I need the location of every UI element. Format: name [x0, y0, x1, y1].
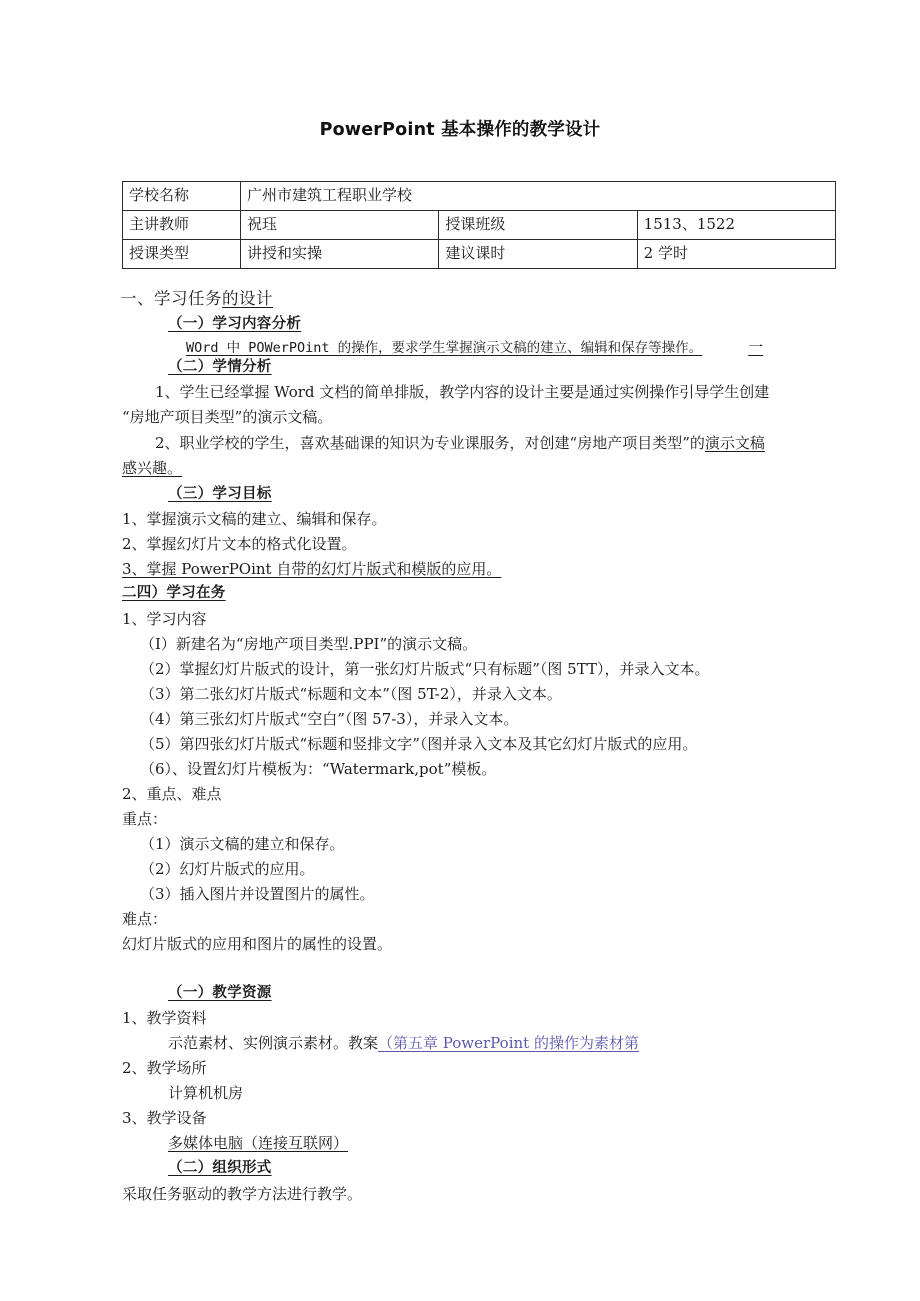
- subsection-heading-resources: （一）教学资源: [168, 985, 272, 1001]
- key-point-item-1: （1）演示文稿的建立和保存。: [140, 835, 345, 853]
- subsection-heading-objectives: （三）学习目标: [168, 486, 272, 502]
- subsection-heading-organization: （二）组织形式: [168, 1160, 272, 1176]
- cell-type-label: 授课类型: [123, 240, 241, 269]
- section-heading-1-plain: 一、学习任务: [120, 289, 222, 308]
- cell-hours-value: 2 学时: [637, 240, 835, 269]
- section-heading-1: [120, 291, 273, 308]
- table-row: [123, 240, 836, 269]
- key-point-item-3: （3）插入图片并设置图片的属性。: [140, 885, 375, 903]
- cell-teacher-label: 主讲教师: [123, 211, 241, 240]
- cell-class-label: 授课班级: [439, 211, 637, 240]
- key-points-label: 重点：: [122, 810, 168, 828]
- situation-item-1-line-2: “房地产项目类型”的演示文稿。: [122, 408, 333, 426]
- course-info-table: [122, 181, 836, 269]
- situation-item-2-underlined: 演示文稿: [704, 434, 765, 452]
- subsection-heading-tasks: 二四）学习在务: [122, 585, 226, 601]
- situation-item-2-line-2: 感兴趣。: [122, 459, 183, 477]
- difficult-points-label: 难点：: [122, 910, 168, 928]
- cell-teacher-value: 祝珏: [241, 211, 439, 240]
- table-row: [123, 211, 836, 240]
- task-item-2: （2）掌握幻灯片版式的设计，第一张幻灯片版式“只有标题”（图 5TT），并录入文本。: [140, 660, 710, 678]
- content-analysis-text: WOrd 中 POWerPOint 的操作，要求学生掌握演示文稿的建立、编辑和保存等操作。: [186, 340, 703, 356]
- difficult-points-body: 幻灯片版式的应用和图片的属性的设置。: [122, 935, 393, 953]
- situation-item-2-plain: 2、职业学校的学生，喜欢基础课的知识为专业课服务，对创建“房地产项目类型”的: [155, 434, 705, 452]
- table-row: [123, 182, 836, 211]
- situation-item-1-line-1: 1、学生已经掌握 Word 文档的简单排版，教学内容的设计主要是通过实例操作引导学生创建: [155, 383, 770, 401]
- cell-school-value: 广州市建筑工程职业学校: [241, 182, 836, 211]
- tasks-sub-heading-content: 1、学习内容: [122, 610, 207, 628]
- resource-item-3: 3、教学设备: [122, 1109, 207, 1127]
- situation-item-2-line-1: [155, 436, 765, 451]
- page-title: PowerPoint 基本操作的教学设计: [319, 120, 601, 140]
- objective-item-1: 1、掌握演示文稿的建立、编辑和保存。: [122, 510, 387, 528]
- resource-item-3-body: 多媒体电脑（连接互联网）: [168, 1134, 349, 1152]
- subsection-heading-content-analysis: （一）学习内容分析: [168, 316, 302, 332]
- objective-item-2: 2、掌握幻灯片文本的格式化设置。: [122, 535, 357, 553]
- task-item-5: （5）第四张幻灯片版式“标题和竖排文字”（图并录入文本及其它幻灯片版式的应用。: [140, 735, 698, 753]
- resource-item-1: 1、教学资料: [122, 1009, 207, 1027]
- resource-item-2-body: 计算机机房: [168, 1084, 244, 1102]
- cell-school-label: 学校名称: [123, 182, 241, 211]
- content-analysis-body: [186, 340, 763, 356]
- tasks-sub-heading-key-difficult: 2、重点、难点: [122, 785, 222, 803]
- resource-item-1-plain: 示范素材、实例演示素材。教案: [168, 1034, 379, 1052]
- task-item-6: （6）、设置幻灯片模板为：“Watermark,pot”模板。: [140, 760, 497, 778]
- task-item-4: （4）第三张幻灯片版式“空白”（图 57-3），并录入文本。: [140, 710, 519, 728]
- content-analysis-tail: 一: [748, 338, 764, 356]
- organization-body: 采取任务驱动的教学方法进行教学。: [122, 1185, 363, 1203]
- objective-item-3: 3、掌握 PowerPOint 自带的幻灯片版式和模版的应用。: [122, 560, 502, 578]
- task-item-1: （I）新建名为“房地产项目类型.PPI”的演示文稿。: [140, 635, 478, 653]
- cell-hours-label: 建议课时: [439, 240, 637, 269]
- resource-item-1-hyperlink[interactable]: （第五章 PowerPoint 的操作为素材第: [378, 1034, 639, 1052]
- subsection-heading-situation-analysis: （二）学情分析: [168, 359, 272, 375]
- resource-item-1-body: [168, 1036, 639, 1051]
- section-heading-1-underlined: 的设计: [222, 289, 273, 308]
- cell-type-value: 讲授和实操: [241, 240, 439, 269]
- task-item-3: （3）第二张幻灯片版式“标题和文本”（图 5T-2），并录入文本。: [140, 685, 562, 703]
- cell-class-value: 1513、1522: [637, 211, 835, 240]
- key-point-item-2: （2）幻灯片版式的应用。: [140, 860, 315, 878]
- resource-item-2: 2、教学场所: [122, 1059, 207, 1077]
